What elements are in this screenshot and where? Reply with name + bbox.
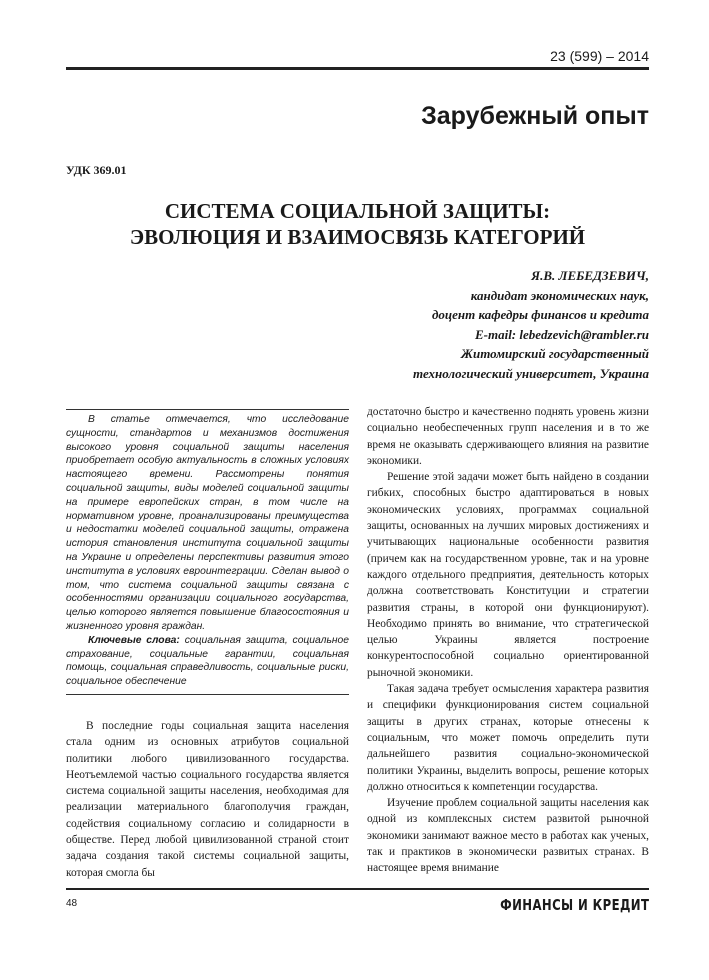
title-line-1: СИСТЕМА СОЦИАЛЬНОЙ ЗАЩИТЫ: <box>164 199 551 223</box>
paragraph: Такая задача требует осмысления характера развития и специфики функционирования систем социальной защиты в других странах, которые отнесены к социальным, что может помочь определить пути дальнейшего развития социально-экономической политики Украины, выделить вопросы, решение которых должно относиться к компетенции государства. <box>367 683 649 793</box>
author-degree: кандидат экономических наук, <box>470 287 649 303</box>
body-column-left <box>66 718 349 881</box>
abstract-box <box>66 409 349 695</box>
udk-code: УДК 369.01 <box>66 163 127 177</box>
paragraph: достаточно быстро и качественно поднять уровень жизни социально необеспеченных групп населения и в то же время не оказывать сдерживающего влияния на развитие экономики. <box>367 406 649 467</box>
keywords-list: социальная защита, социальное страхование, социальные гарантии, социальная помощь, социальная справедливость, социальные риски, социальное обеспечение <box>66 634 349 688</box>
paragraph: Решение этой задачи может быть найдено в создании гибких, способных быстро адаптироваться в новых экономических условиях, программах социальной защиты, основанных на лучших мировых достижениях и учитывающих национальные особенности развития (причем как на государственном уровне, так и на уровне каждого отдельного предприятия, деятельность которых должна соответствовать Конституции и стратегии развития страны, в которой они функционируют). Необходимо принять во внимание, что стратегической целью Украины является построение конкурентоспособной социально ориентированной рыночной экономики. <box>367 471 649 679</box>
keywords-label: Ключевые слова: <box>88 634 180 646</box>
keywords <box>66 634 349 689</box>
title-line-2: ЭВОЛЮЦИЯ И ВЗАИМОСВЯЗЬ КАТЕГОРИЙ <box>129 225 586 249</box>
paragraph: В последние годы социальная защита населения стала одним из основных атрибутов социальной политики любого цивилизованного государства. Неотъемлемой частью социального государства является система социальной защиты населения, необходимая для реализации материального благополучия граждан, содействия социальному согласию и солидарности в обществе. Перед любой цивилизованной страной стоит задача создания такой системы социальной защиты, которая смогла бы <box>66 720 349 879</box>
page-number: 48 <box>66 898 78 909</box>
author-affiliation-2: технологический университет, Украина <box>413 365 649 381</box>
section-title: Зарубежный опыт <box>421 102 649 130</box>
footer-rule <box>66 888 649 890</box>
journal-logo: ФИНАНСЫ И КРЕДИТ <box>499 896 649 914</box>
header-rule <box>66 67 649 70</box>
issue-number: 23 (599) – 2014 <box>550 48 649 64</box>
body-column-right <box>367 404 649 877</box>
author-name: Я.В. ЛЕБЕДЗЕВИЧ, <box>531 268 649 283</box>
author-block <box>229 266 649 383</box>
author-affiliation-1: Житомирский государственный <box>461 346 649 361</box>
abstract-text: В статье отмечается, что исследование сущности, стандартов и механизмов достижения высокого уровня социальной защиты населения приобретает особую актуальность в сложных условиях настоящего времени. Рассмотрены понятия социальной защиты, виды моделей социальной защиты на примере европейских стран, в том числе на нормативном уровне, проанализированы преимущества и недостатки моделей социальной защиты, отражена история становления института социальной защиты на Украине и определены перспективы развития этого института в условиях евроинтеграции. Сделан вывод о том, что система социальной защиты связана с особенностями организации социального государства, целью которого является повышение благосостояния и жизненного уровня граждан. <box>66 414 349 632</box>
author-position: доцент кафедры финансов и кредита <box>431 307 649 322</box>
paragraph: Изучение проблем социальной защиты населения как одной из комплексных систем развитой рыночной экономики занимают важное место в работах как ученых, так и практиков в экономически развитых странах. В настоящее время внимание <box>367 797 649 875</box>
author-email: E-mail: lebedzevich@rambler.ru <box>474 326 649 342</box>
article-title <box>66 198 649 250</box>
